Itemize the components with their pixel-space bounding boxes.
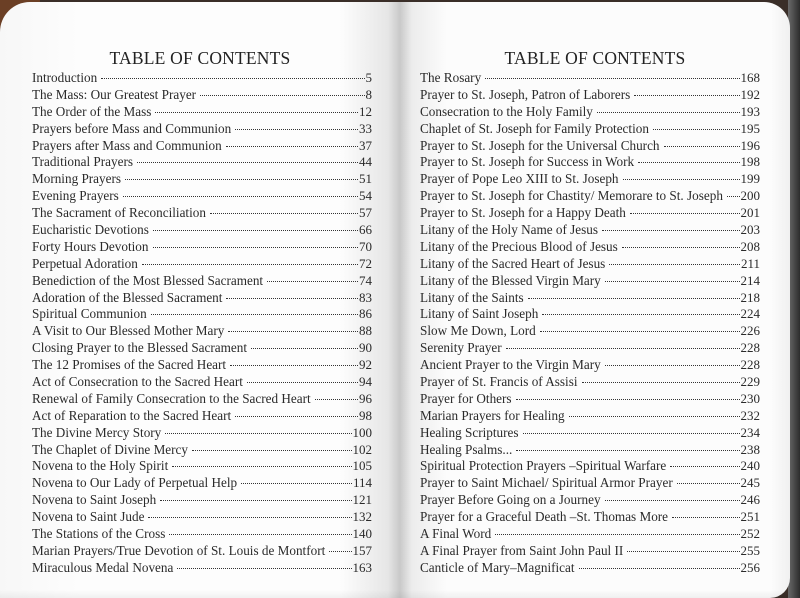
toc-entry	[32, 306, 372, 323]
toc-entry-page-number: 201	[740, 205, 760, 221]
toc-entry	[420, 408, 760, 425]
toc-entry-page-number: 132	[352, 509, 372, 525]
toc-entry	[420, 306, 760, 323]
dot-leader	[101, 78, 364, 79]
toc-entry	[420, 475, 760, 492]
toc-entry-page-number: 192	[740, 86, 760, 102]
toc-entry	[420, 526, 760, 543]
toc-entry	[420, 154, 760, 171]
toc-entry-page-number: 203	[740, 222, 760, 238]
toc-entry-title: Miraculous Medal Novena	[32, 559, 174, 575]
toc-entry-page-number: 51	[359, 171, 372, 187]
toc-entry	[420, 70, 760, 87]
toc-entry-page-number: 245	[740, 475, 760, 491]
toc-entry-title: Morning Prayers	[32, 171, 122, 187]
toc-entry-page-number: 94	[359, 374, 372, 390]
dot-leader	[516, 450, 739, 451]
toc-entry	[420, 290, 760, 307]
toc-entry	[32, 526, 372, 543]
toc-entry	[32, 560, 372, 577]
toc-entry	[420, 492, 760, 509]
toc-entry	[32, 121, 372, 138]
toc-entry-page-number: 44	[359, 154, 372, 170]
toc-entry-title: Litany of the Blessed Virgin Mary	[420, 272, 601, 288]
toc-entry-page-number: 193	[740, 103, 760, 119]
toc-entry-title: Serenity Prayer	[420, 340, 502, 356]
toc-entry-title: Prayers after Mass and Communion	[32, 137, 222, 153]
toc-entry-page-number: 226	[740, 323, 760, 339]
toc-entry-page-number: 255	[740, 542, 760, 558]
toc-entry-page-number: 224	[740, 306, 760, 322]
dot-leader	[582, 382, 740, 383]
dot-leader	[153, 230, 358, 231]
toc-entry-title: Renewal of Family Consecration to the Sacred Heart	[32, 390, 311, 406]
toc-entry-page-number: 256	[740, 559, 760, 575]
toc-entry	[420, 256, 760, 273]
dot-leader	[155, 112, 358, 113]
dot-leader	[579, 568, 740, 569]
toc-entry-page-number: 98	[359, 407, 372, 423]
toc-entry-page-number: 105	[352, 458, 372, 474]
toc-entry-page-number: 90	[359, 340, 372, 356]
toc-entry	[420, 138, 760, 155]
toc-entry-title: Prayer to St. Joseph, Patron of Laborers	[420, 86, 631, 102]
toc-entry-page-number: 102	[352, 441, 372, 457]
toc-entry-page-number: 168	[740, 70, 760, 85]
toc-entry-title: Healing Psalms...	[420, 441, 513, 457]
toc-entry	[420, 323, 760, 340]
toc-entry-title: Act of Consecration to the Sacred Heart	[32, 374, 243, 390]
dot-leader	[169, 534, 351, 535]
dot-leader	[165, 433, 351, 434]
toc-entry-title: Closing Prayer to the Blessed Sacrament	[32, 340, 247, 356]
dot-leader	[569, 416, 740, 417]
toc-entry-title: Chaplet of St. Joseph for Family Protection	[420, 120, 649, 136]
toc-entry-title: Novena to Saint Joseph	[32, 492, 157, 508]
toc-entry-page-number: 8	[365, 86, 372, 102]
toc-entry	[420, 273, 760, 290]
toc-entry-title: Novena to the Holy Spirit	[32, 458, 169, 474]
toc-entry-page-number: 232	[740, 407, 760, 423]
left-page-title: TABLE OF CONTENTS	[109, 47, 291, 68]
dot-leader	[672, 517, 739, 518]
toc-entry	[32, 138, 372, 155]
toc-entry-title: Spiritual Communion	[32, 306, 147, 322]
toc-entry-title: Evening Prayers	[32, 188, 119, 204]
toc-entry	[420, 374, 760, 391]
toc-entry	[420, 340, 760, 357]
toc-entry-title: Marian Prayers/True Devotion of St. Louis de Montfort	[32, 542, 326, 558]
toc-entry	[32, 70, 372, 87]
toc-entry-title: Litany of the Sacred Heart of Jesus	[420, 255, 606, 271]
right-toc-list	[420, 70, 760, 577]
dot-leader	[623, 179, 740, 180]
dot-leader	[226, 298, 358, 299]
toc-entry	[32, 509, 372, 526]
dot-leader	[634, 95, 739, 96]
toc-entry-title: Perpetual Adoration	[32, 255, 138, 271]
dot-leader	[172, 466, 351, 467]
dot-leader	[605, 500, 740, 501]
toc-entry-title: Prayer to St. Joseph for a Happy Death	[420, 205, 626, 221]
dot-leader	[622, 247, 740, 248]
dot-leader	[153, 247, 359, 248]
toc-entry	[32, 154, 372, 171]
toc-entry-page-number: 198	[740, 154, 760, 170]
toc-entry-title: Benediction of the Most Blessed Sacrament	[32, 272, 264, 288]
toc-entry-title: Litany of the Precious Blood of Jesus	[420, 238, 618, 254]
toc-entry-page-number: 228	[740, 340, 760, 356]
toc-entry	[420, 509, 760, 526]
toc-entry-title: Healing Scriptures	[420, 424, 519, 440]
dot-leader	[125, 179, 358, 180]
dot-leader	[235, 416, 358, 417]
dot-leader	[228, 331, 358, 332]
toc-entry	[420, 87, 760, 104]
toc-entry-page-number: 157	[352, 542, 372, 558]
toc-entry-title: The Mass: Our Greatest Prayer	[32, 86, 197, 102]
dot-leader	[251, 348, 358, 349]
toc-entry-page-number: 251	[740, 509, 760, 525]
dot-leader	[241, 483, 352, 484]
toc-entry-title: Spiritual Protection Prayers –Spiritual Warfare	[420, 458, 667, 474]
toc-entry-page-number: 96	[359, 390, 372, 406]
dot-leader	[664, 146, 740, 147]
toc-entry-page-number: 229	[740, 374, 760, 390]
toc-entry-title: Prayer to St. Joseph for Chastity/ Memorare to St. Joseph	[420, 188, 723, 204]
toc-entry	[420, 560, 760, 577]
toc-entry-page-number: 230	[740, 390, 760, 406]
toc-entry-title: Prayer of St. Francis of Assisi	[420, 374, 578, 390]
toc-entry-title: Litany of Saint Joseph	[420, 306, 539, 322]
toc-entry-page-number: 37	[359, 137, 372, 153]
toc-entry-page-number: 163	[352, 559, 372, 575]
toc-entry-page-number: 92	[359, 357, 372, 373]
dot-leader	[329, 551, 351, 552]
dot-leader	[267, 281, 358, 282]
toc-entry-title: The Sacrament of Reconciliation	[32, 205, 206, 221]
toc-entry-title: A Visit to Our Blessed Mother Mary	[32, 323, 225, 339]
toc-entry-page-number: 114	[352, 475, 372, 491]
toc-entry	[32, 492, 372, 509]
dot-leader	[605, 281, 740, 282]
toc-entry-title: Prayer to St. Joseph for Success in Work	[420, 154, 635, 170]
toc-entry-title: The Rosary	[420, 70, 482, 85]
toc-entry-page-number: 70	[359, 238, 372, 254]
toc-entry-title: Forty Hours Devotion	[32, 238, 149, 254]
toc-entry-page-number: 238	[740, 441, 760, 457]
dot-leader	[597, 112, 740, 113]
toc-entry-page-number: 252	[740, 526, 760, 542]
dot-leader	[506, 348, 740, 349]
dot-leader	[523, 433, 740, 434]
toc-entry	[420, 171, 760, 188]
toc-entry	[420, 357, 760, 374]
toc-entry-page-number: 86	[359, 306, 372, 322]
toc-entry	[32, 391, 372, 408]
toc-entry	[420, 188, 760, 205]
toc-entry	[32, 290, 372, 307]
dot-leader	[315, 399, 358, 400]
toc-entry	[32, 475, 372, 492]
dot-leader	[485, 78, 739, 79]
toc-entry-title: Novena to Saint Jude	[32, 509, 145, 525]
toc-entry-page-number: 83	[359, 289, 372, 305]
toc-entry	[32, 171, 372, 188]
toc-entry	[420, 458, 760, 475]
toc-entry-title: Traditional Prayers	[32, 154, 133, 170]
toc-entry	[32, 442, 372, 459]
dot-leader	[609, 264, 740, 265]
toc-entry-title: A Final Prayer from Saint John Paul II	[420, 542, 624, 558]
toc-entry-title: Litany of the Saints	[420, 289, 524, 305]
dot-leader	[630, 213, 740, 214]
dot-leader	[151, 314, 358, 315]
toc-entry-page-number: 72	[359, 255, 372, 271]
toc-entry-title: A Final Word	[420, 526, 492, 542]
toc-entry	[32, 222, 372, 239]
toc-entry	[32, 340, 372, 357]
toc-entry	[32, 273, 372, 290]
toc-entry	[420, 543, 760, 560]
toc-entry	[32, 543, 372, 560]
toc-entry	[420, 205, 760, 222]
toc-entry-page-number: 228	[740, 357, 760, 373]
dot-leader	[200, 95, 364, 96]
toc-entry	[420, 442, 760, 459]
dot-leader	[605, 365, 740, 366]
dot-leader	[177, 568, 351, 569]
dot-leader	[192, 450, 351, 451]
toc-entry	[420, 222, 760, 239]
dot-leader	[540, 331, 740, 332]
dot-leader	[230, 365, 358, 366]
toc-entry	[32, 205, 372, 222]
toc-entry-page-number: 57	[359, 205, 372, 221]
dot-leader	[528, 298, 740, 299]
toc-entry-title: Prayer of Pope Leo XIII to St. Joseph	[420, 171, 619, 187]
dot-leader	[123, 196, 358, 197]
toc-entry-page-number: 218	[740, 289, 760, 305]
toc-entry-title: Eucharistic Devotions	[32, 222, 149, 238]
toc-entry-page-number: 66	[359, 222, 372, 238]
toc-entry	[420, 239, 760, 256]
dot-leader	[627, 551, 739, 552]
toc-entry-page-number: 234	[740, 424, 760, 440]
toc-entry-title: Litany of the Holy Name of Jesus	[420, 222, 598, 238]
dot-leader	[677, 483, 740, 484]
toc-entry	[420, 425, 760, 442]
toc-entry	[32, 425, 372, 442]
toc-entry-title: Adoration of the Blessed Sacrament	[32, 289, 223, 305]
dot-leader	[235, 129, 358, 130]
toc-entry	[32, 408, 372, 425]
toc-entry-page-number: 195	[740, 120, 760, 136]
toc-entry	[32, 239, 372, 256]
toc-entry	[32, 374, 372, 391]
toc-entry	[32, 256, 372, 273]
left-toc-list	[32, 70, 372, 577]
dot-leader	[148, 517, 351, 518]
toc-entry-page-number: 5	[365, 70, 372, 85]
toc-entry	[420, 121, 760, 138]
toc-entry	[32, 323, 372, 340]
dot-leader	[142, 264, 358, 265]
toc-entry-title: Prayer for Others	[420, 390, 512, 406]
toc-entry-page-number: 74	[359, 272, 372, 288]
toc-entry-page-number: 240	[740, 458, 760, 474]
toc-entry-page-number: 54	[359, 188, 372, 204]
toc-entry-title: The Order of the Mass	[32, 103, 152, 119]
toc-entry	[32, 87, 372, 104]
dot-leader	[247, 382, 358, 383]
toc-entry-page-number: 140	[352, 526, 372, 542]
toc-entry-page-number: 208	[740, 238, 760, 254]
toc-entry	[32, 188, 372, 205]
toc-entry-title: Prayer for a Graceful Death –St. Thomas More	[420, 509, 669, 525]
right-page-title: TABLE OF CONTENTS	[504, 47, 686, 68]
dot-leader	[542, 314, 739, 315]
toc-entry-page-number: 200	[740, 188, 760, 204]
dot-leader	[602, 230, 740, 231]
toc-entry-title: Prayers before Mass and Communion	[32, 120, 232, 136]
toc-entry-title: Consecration to the Holy Family	[420, 103, 593, 119]
toc-entry-title: The 12 Promises of the Sacred Heart	[32, 357, 227, 373]
toc-entry-page-number: 211	[740, 255, 760, 271]
toc-entry-title: Prayer Before Going on a Journey	[420, 492, 601, 508]
dot-leader	[727, 196, 740, 197]
toc-entry-page-number: 196	[740, 137, 760, 153]
toc-entry	[32, 104, 372, 121]
toc-entry-title: Canticle of Mary–Magnificat	[420, 559, 575, 575]
dot-leader	[210, 213, 358, 214]
toc-entry-title: Novena to Our Lady of Perpetual Help	[32, 475, 238, 491]
toc-entry-title: Marian Prayers for Healing	[420, 407, 565, 423]
toc-entry-title: Introduction	[32, 70, 98, 85]
dot-leader	[137, 162, 358, 163]
toc-entry	[420, 104, 760, 121]
dot-leader	[160, 500, 351, 501]
dot-leader	[638, 162, 739, 163]
toc-entry-page-number: 121	[352, 492, 372, 508]
toc-entry	[420, 391, 760, 408]
dot-leader	[495, 534, 739, 535]
toc-entry-page-number: 33	[359, 120, 372, 136]
dot-leader	[516, 399, 740, 400]
toc-entry	[32, 458, 372, 475]
toc-entry-page-number: 100	[352, 424, 372, 440]
toc-entry-page-number: 12	[359, 103, 372, 119]
toc-entry-page-number: 246	[740, 492, 760, 508]
toc-entry-title: Ancient Prayer to the Virgin Mary	[420, 357, 601, 373]
toc-entry	[32, 357, 372, 374]
toc-entry-title: Prayer to St. Joseph for the Universal Church	[420, 137, 660, 153]
dot-leader	[670, 466, 739, 467]
toc-entry-title: Act of Reparation to the Sacred Heart	[32, 407, 232, 423]
toc-entry-title: Prayer to Saint Michael/ Spiritual Armor Prayer	[420, 475, 673, 491]
toc-entry-title: The Divine Mercy Story	[32, 424, 162, 440]
dot-leader	[653, 129, 740, 130]
dot-leader	[226, 146, 358, 147]
toc-entry-title: The Chaplet of Divine Mercy	[32, 441, 189, 457]
toc-entry-page-number: 88	[359, 323, 372, 339]
toc-entry-title: The Stations of the Cross	[32, 526, 166, 542]
toc-entry-page-number: 199	[740, 171, 760, 187]
toc-entry-title: Slow Me Down, Lord	[420, 323, 536, 339]
toc-entry-page-number: 214	[740, 272, 760, 288]
page-shadow	[0, 590, 790, 598]
